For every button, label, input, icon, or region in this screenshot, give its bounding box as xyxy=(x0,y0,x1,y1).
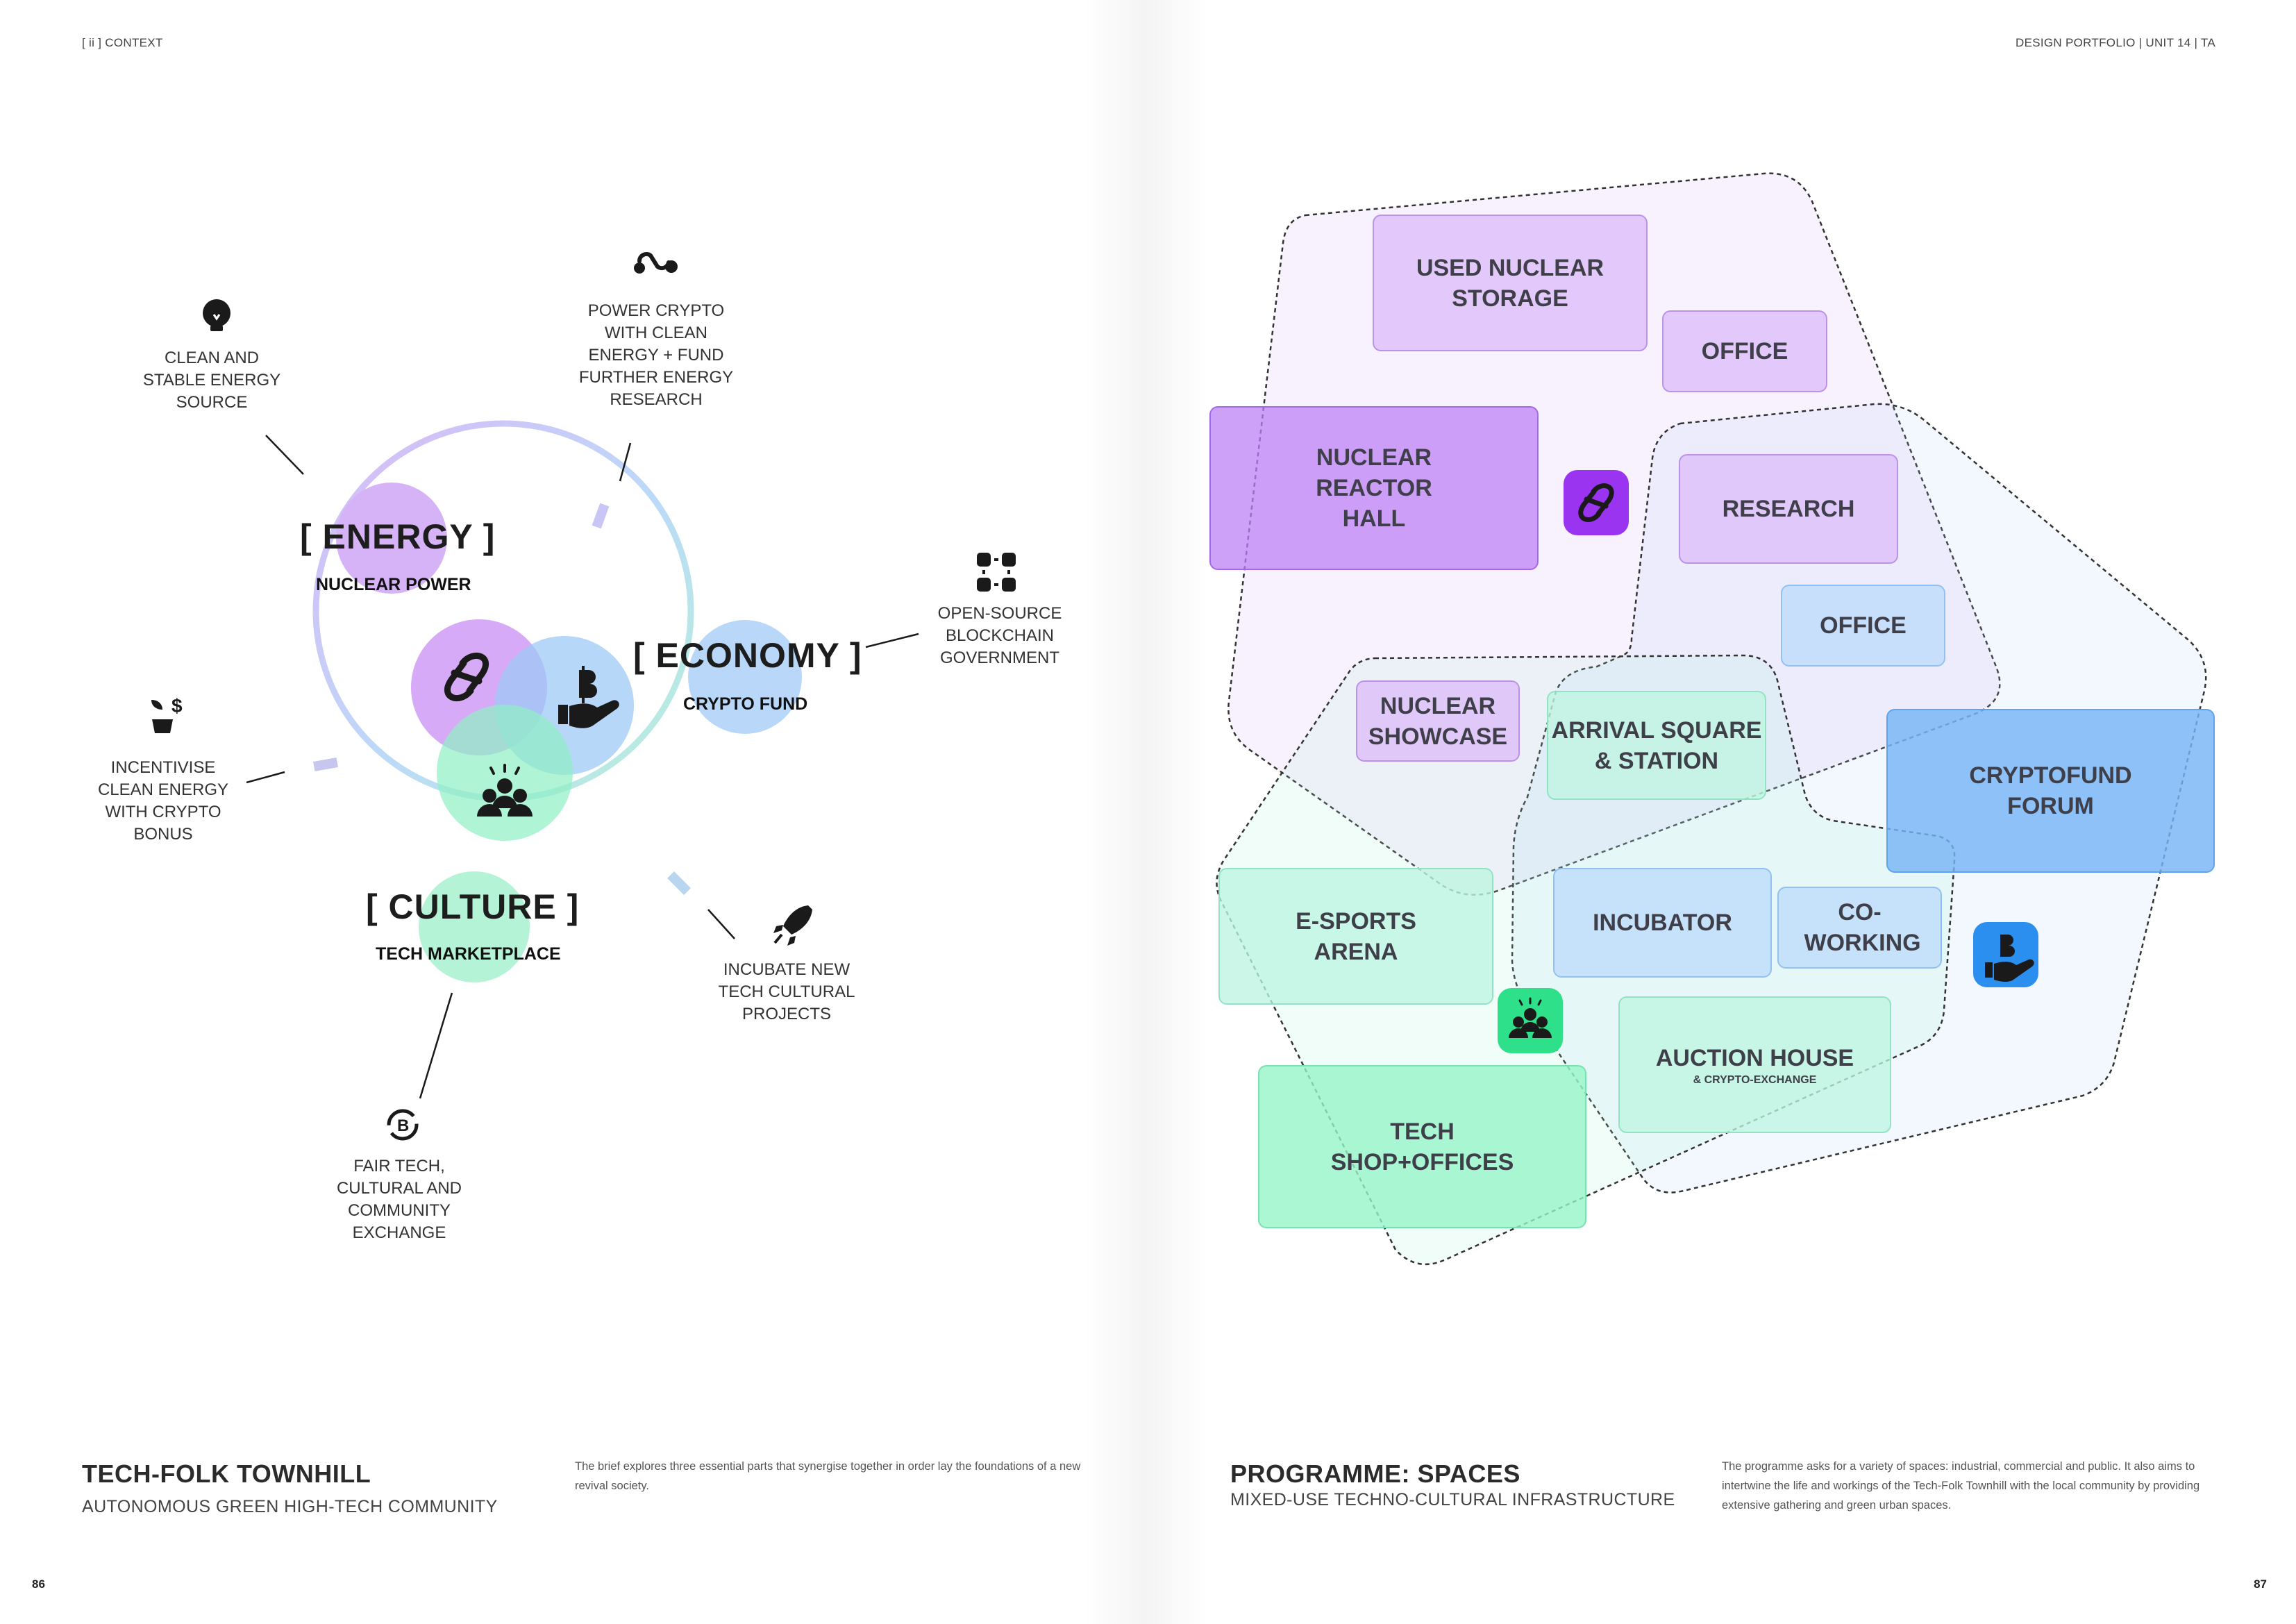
culture-subtitle: TECH MARKETPLACE xyxy=(376,944,561,964)
hand-crypto-icon xyxy=(1973,922,2038,987)
space-coworking xyxy=(1777,887,1942,969)
space-cryptofund-forum xyxy=(1886,709,2215,873)
space-arrival-square xyxy=(1547,691,1766,800)
note-power-crypto: POWER CRYPTO WITH CLEAN ENERGY + FUND FURTHER ENERGY RESEARCH xyxy=(578,301,734,409)
left-footer-title: TECH-FOLK TOWNHILL xyxy=(82,1459,371,1488)
space-nuclear-reactor-hall xyxy=(1209,406,1539,570)
svg-text:$: $ xyxy=(171,695,183,717)
space-used-nuclear-storage xyxy=(1373,215,1648,351)
space-label: CO-WORKING xyxy=(1804,899,1921,956)
note-incentivise: INCENTIVISE CLEAN ENERGY WITH CRYPTO BONUS xyxy=(97,758,229,844)
note-fair-tech: FAIR TECH, CULTURAL AND COMMUNITY EXCHANGE xyxy=(336,1157,462,1242)
space-office-top xyxy=(1662,310,1827,392)
space-label: NUCLEAR SHOWCASE xyxy=(1368,692,1508,750)
portfolio-header: DESIGN PORTFOLIO | UNIT 14 | TA xyxy=(2016,36,2215,49)
space-label: AUCTION HOUSE xyxy=(1655,1044,1854,1071)
left-footer-subtitle: AUTONOMOUS GREEN HIGH-TECH COMMUNITY xyxy=(82,1497,498,1516)
space-label: INCUBATOR xyxy=(1593,910,1732,936)
community-icon xyxy=(1498,988,1563,1053)
right-footer-subtitle: MIXED-USE TECHNO-CULTURAL INFRASTRUCTURE xyxy=(1230,1490,1675,1509)
page-number-left: 86 xyxy=(32,1577,45,1591)
section-header: [ ii ] CONTEXT xyxy=(82,36,163,49)
page-number-right: 87 xyxy=(2254,1577,2267,1591)
culture-title: [ CULTURE ] xyxy=(366,887,580,926)
space-label: USED NUCLEAR STORAGE xyxy=(1416,254,1604,312)
note-open-source: OPEN-SOURCE BLOCKCHAIN GOVERNMENT xyxy=(937,604,1062,667)
space-label: OFFICE xyxy=(1820,612,1907,639)
space-label: E-SPORTS ARENA xyxy=(1296,907,1416,965)
right-footer-body: The programme asks for a variety of spaces: industrial, commercial and public. It also aims to intertwine the life and workings of the Tech-Folk Townhill with the local community by providing extensive gathering and green urban spaces. xyxy=(1722,1460,2200,1512)
note-incubate: INCUBATE NEW TECH CULTURAL PROJECTS xyxy=(718,960,855,1023)
space-label: TECH SHOP+OFFICES xyxy=(1330,1118,1514,1175)
economy-subtitle: CRYPTO FUND xyxy=(683,694,808,714)
space-sublabel: & CRYPTO-EXCHANGE xyxy=(1693,1073,1817,1086)
space-office-mid xyxy=(1781,585,1945,667)
space-label: CRYPTOFUND FORUM xyxy=(1969,762,2132,819)
space-esports-arena xyxy=(1218,868,1493,1005)
energy-subtitle: NUCLEAR POWER xyxy=(316,575,471,594)
space-nuclear-showcase xyxy=(1356,680,1520,762)
svg-text:B: B xyxy=(397,1116,410,1135)
space-label: NUCLEAR REACTOR HALL xyxy=(1316,444,1432,532)
space-label: RESEARCH xyxy=(1722,496,1855,522)
space-research xyxy=(1679,454,1898,564)
space-incubator xyxy=(1553,868,1772,978)
space-label: OFFICE xyxy=(1701,338,1788,365)
note-clean-energy: CLEAN AND STABLE ENERGY SOURCE xyxy=(142,349,281,412)
right-footer-title: PROGRAMME: SPACES xyxy=(1230,1459,1520,1488)
space-auction-house xyxy=(1618,996,1891,1133)
space-tech-shop xyxy=(1258,1065,1586,1228)
space-label: ARRIVAL SQUARE & STATION xyxy=(1551,717,1762,774)
economy-title: [ ECONOMY ] xyxy=(633,636,862,675)
energy-title: [ ENERGY ] xyxy=(300,517,496,556)
nuclear-link-icon xyxy=(1564,470,1629,535)
left-footer-body: The brief explores three essential parts that synergise together in order lay the foundations of a new revival society. xyxy=(575,1460,1081,1492)
